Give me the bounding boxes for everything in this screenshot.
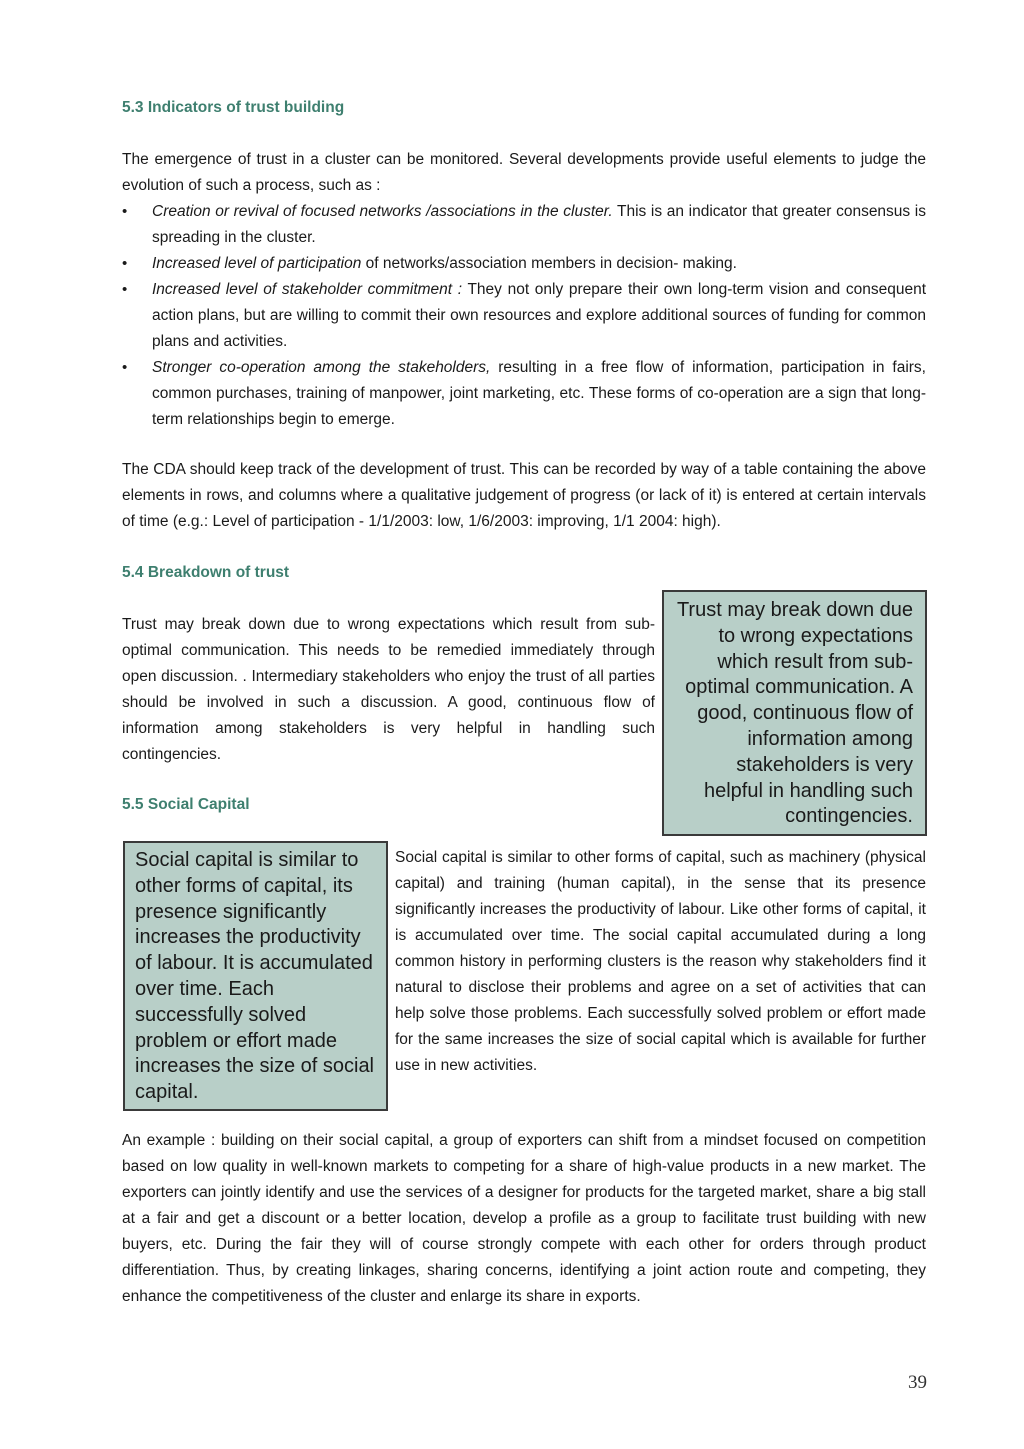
list-item	[122, 277, 926, 355]
section-heading-5-4: 5.4 Breakdown of trust	[122, 564, 290, 581]
list-item	[122, 355, 926, 433]
list-item-text: of networks/association members in decision- making.	[361, 255, 737, 272]
bullet-icon: •	[122, 203, 128, 220]
list-item-text: This is an indicator that greater consensus is spreading in the cluster.	[152, 203, 927, 246]
section-heading-5-3: 5.3 Indicators of trust building	[122, 99, 345, 116]
section-5-3-closing: The CDA should keep track of the development of trust. This can be recorded by way of a table containing the above elements in rows, and columns where a qualitative judgement of progress (or lack of it) is entered at certain intervals of time (e.g.: Level of participation - 1/1/2003: low, 1/6/2003: improving, 1/1 2004: high).	[122, 461, 926, 530]
pull-quote-trust: Trust may break down due to wrong expectations which result from sub-optimal communication. A good, continuous flow of information among stakeholders is very helpful in handling such contingencies.	[662, 590, 927, 836]
section-5-5-body: Social capital is similar to other forms of capital, such as machinery (physical capital) and training (human capital), in the sense that its presence significantly increases the productivity of labour. Like other forms of capital, it is accumulated over time. The social capital accumulated during a long common history in performing clusters is the reason why stakeholders find it natural to disclose their problems and agree on a set of activities that can help solve those problems. Each successfully solved problem or effort made for the same increases the size of social capital which is available for further use in new activities.	[395, 849, 926, 1074]
bullet-icon: •	[122, 281, 128, 298]
list-item-emphasis: Stronger co-operation among the stakeholders,	[152, 359, 491, 376]
list-item	[122, 251, 926, 277]
list-item-emphasis: Increased level of stakeholder commitment :	[152, 281, 463, 298]
list-item-emphasis: Increased level of participation	[152, 255, 362, 272]
section-5-3-intro: The emergence of trust in a cluster can be monitored. Several developments provide useful elements to judge the evolution of such a process, such as :	[122, 151, 926, 194]
list-item-text: They not only prepare their own long-term vision and consequent action plans, but are willing to commit their own resources and explore additional sources of funding for common plans and activities.	[152, 281, 927, 350]
trust-indicators-list	[122, 199, 926, 433]
section-5-4-body: Trust may break down due to wrong expectations which result from sub-optimal communication. This needs to be remedied immediately through open discussion. . Intermediary stakeholders who enjoy the trust of all parties should be involved in such a discussion. A good, continuous flow of information among stakeholders is very helpful in handling such contingencies.	[122, 616, 655, 763]
list-item	[122, 199, 926, 251]
list-item-text: resulting in a free flow of information, participation in fairs, common purchases, training of manpower, joint marketing, etc. These forms of co-operation are a sign that long-term relationships begin to emerge.	[152, 359, 926, 428]
list-item-emphasis: Creation or revival of focused networks /associations in the cluster.	[152, 203, 613, 220]
bullet-icon: •	[122, 255, 128, 272]
section-heading-5-5: 5.5 Social Capital	[122, 796, 250, 813]
page-number: 39	[908, 1372, 927, 1393]
bullet-icon: •	[122, 359, 128, 376]
pull-quote-social-capital: Social capital is similar to other forms of capital, its presence significantly increases the productivity of labour. It is accumulated over time. Each successfully solved problem or effort made increases the size of social capital.	[123, 841, 388, 1111]
section-5-5-example: An example : building on their social capital, a group of exporters can shift from a mindset focused on competition based on low quality in well-known markets to competing for a share of high-value products in a new market. The exporters can jointly identify and use the services of a designer for products for the targeted market, share a big stall at a fair and get a discount or a better location, develop a profile as a group to facilitate trust building with new buyers, etc. During the fair they will of course strongly compete with each other for orders through product differentiation. Thus, by creating linkages, sharing concerns, identifying a joint action route and competing, they enhance the competitiveness of the cluster and enlarge its share in exports.	[122, 1132, 926, 1305]
